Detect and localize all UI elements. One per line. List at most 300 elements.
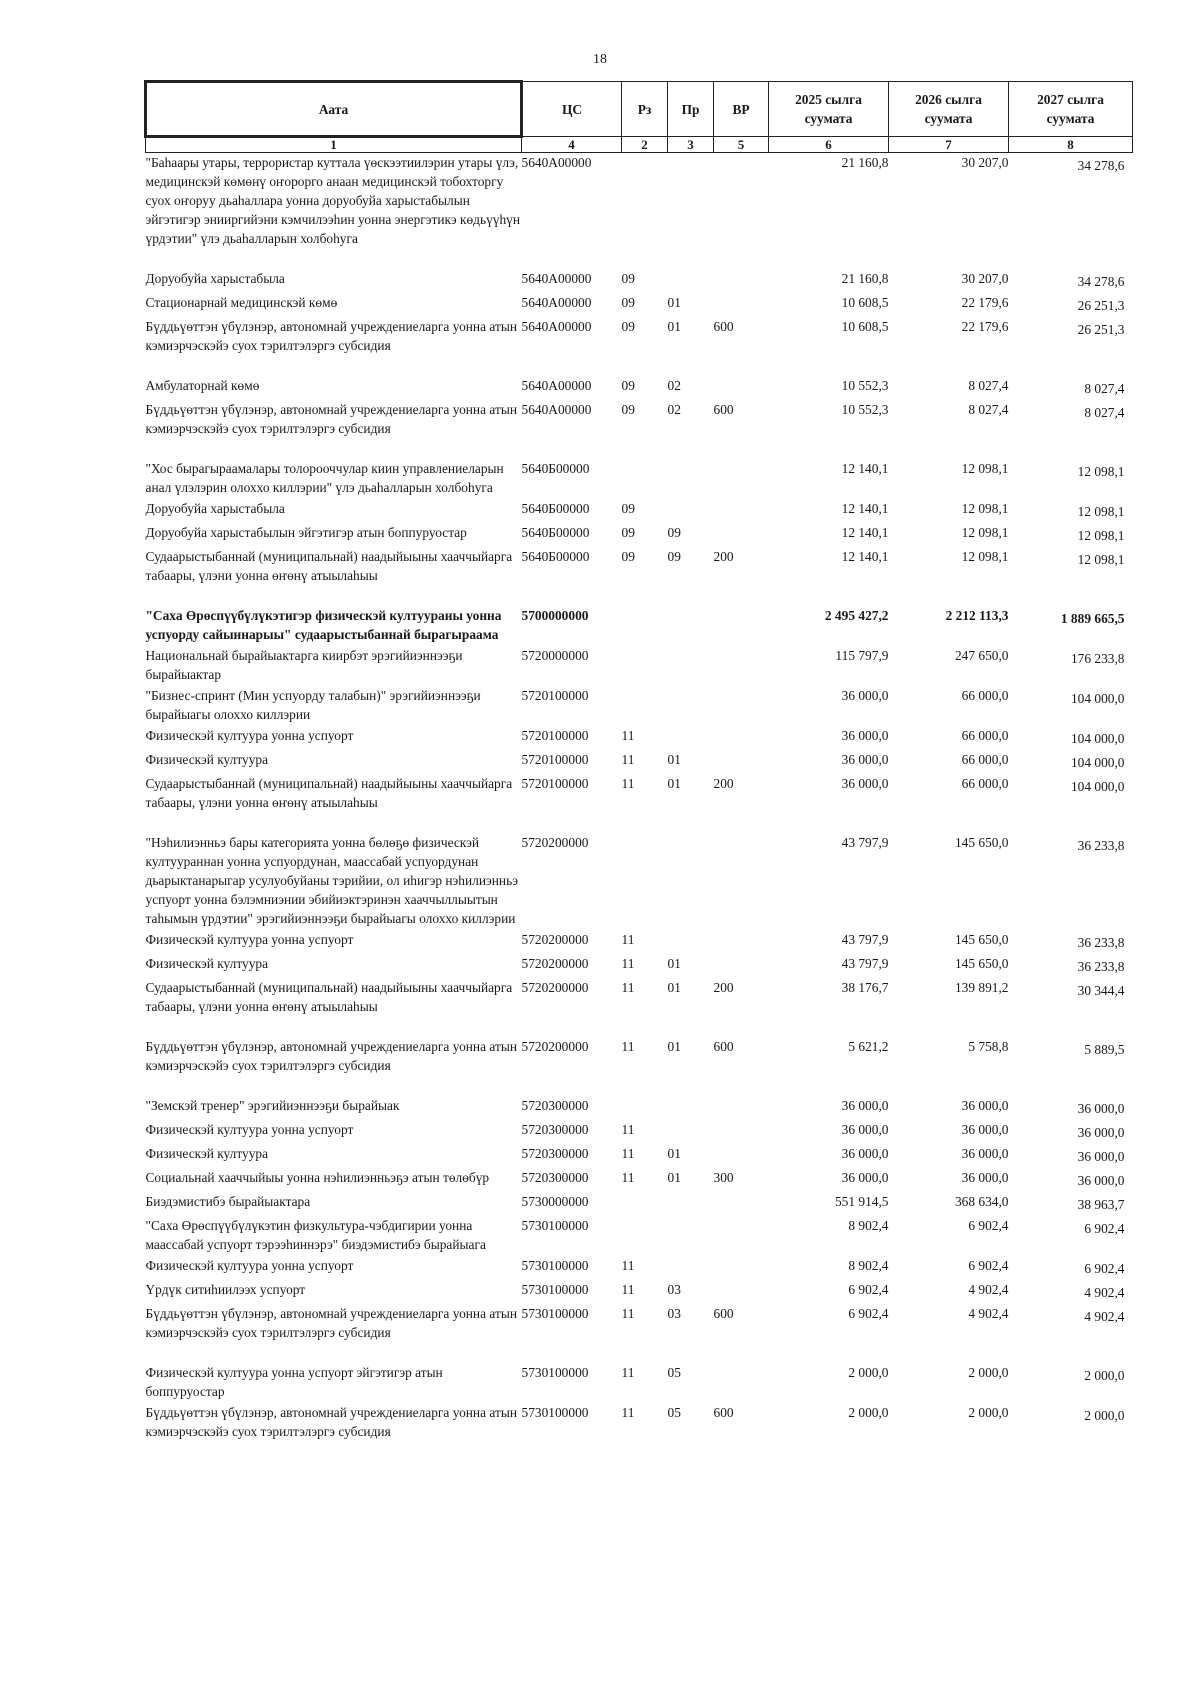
row-2025: 10 608,5 bbox=[841, 295, 889, 310]
row-pr: 05 bbox=[667, 1405, 681, 1420]
row-rz: 11 bbox=[621, 1306, 635, 1321]
row-name: Бүддьүөттэн үбүлэнэр, автономнай учреждениеларга уонна атын кэмиэрчэскэйэ суох тэрилтэлэргэ субсидия bbox=[145, 1039, 517, 1073]
row-pr: 01 bbox=[667, 776, 681, 791]
row-2025: 12 140,1 bbox=[841, 501, 889, 516]
row-2026: 30 207,0 bbox=[961, 271, 1009, 286]
col-number: 6 bbox=[769, 137, 889, 153]
table-row bbox=[146, 376, 1133, 400]
table-body bbox=[146, 153, 1133, 1444]
row-pr bbox=[668, 499, 714, 523]
row-2025: 115 797,9 bbox=[835, 648, 889, 663]
row-code: 5720100000 bbox=[521, 776, 589, 791]
row-name: "Земскэй тренер" эрэгийиэннээҕи бырайыак bbox=[145, 1098, 400, 1113]
row-2025: 2 000,0 bbox=[848, 1405, 889, 1420]
row-2026: 12 098,1 bbox=[961, 549, 1009, 564]
row-vr: 600 bbox=[713, 402, 734, 417]
row-name: Физическэй култуура bbox=[145, 752, 269, 767]
row-2026: 66 000,0 bbox=[961, 776, 1009, 791]
table-row bbox=[146, 499, 1133, 523]
row-2026: 145 650,0 bbox=[954, 932, 1009, 947]
row-rz: 11 bbox=[621, 776, 635, 791]
row-code: 5640А00000 bbox=[521, 402, 592, 417]
row-pr: 05 bbox=[667, 1365, 681, 1380]
row-vr: 200 bbox=[713, 980, 734, 995]
row-2027: 12 098,1 bbox=[1077, 528, 1125, 543]
row-2025: 36 000,0 bbox=[841, 728, 889, 743]
row-rz: 11 bbox=[621, 1170, 635, 1185]
row-2027: 8 027,4 bbox=[1084, 405, 1125, 420]
row-pr bbox=[668, 646, 714, 686]
row-vr: 300 bbox=[713, 1170, 734, 1185]
table-row bbox=[146, 1403, 1133, 1443]
row-2025: 36 000,0 bbox=[841, 1122, 889, 1137]
header-row bbox=[146, 82, 1133, 137]
row-2026: 368 634,0 bbox=[954, 1194, 1009, 1209]
row-code: 5730100000 bbox=[521, 1282, 589, 1297]
row-vr bbox=[714, 293, 769, 317]
row-2026: 5 758,8 bbox=[968, 1039, 1009, 1054]
row-code: 5720300000 bbox=[521, 1170, 589, 1185]
row-2026: 66 000,0 bbox=[961, 728, 1009, 743]
row-2025: 21 160,8 bbox=[841, 271, 889, 286]
row-code: 5720200000 bbox=[521, 1039, 589, 1054]
row-name: "Саха Өрөспүүбүлүкэтигэр физическэй култуураны уонна успуорду сайыннарыы" судаарыстыбаннай бырагыраама bbox=[145, 608, 502, 642]
row-vr bbox=[714, 459, 769, 499]
row-vr bbox=[714, 153, 769, 270]
row-2025: 10 552,3 bbox=[841, 402, 889, 417]
row-code: 5720300000 bbox=[521, 1098, 589, 1113]
header-2027: 2027 сылга суумата bbox=[1009, 82, 1133, 137]
table-row bbox=[146, 1037, 1133, 1096]
table-row bbox=[146, 1256, 1133, 1280]
row-name: Бүддьүөттэн үбүлэнэр, автономнай учреждениеларга уонна атын кэмиэрчэскэйэ суох тэрилтэлэргэ субсидия bbox=[145, 1306, 517, 1340]
row-code: 5730100000 bbox=[521, 1306, 589, 1321]
row-name: Физическэй култуура bbox=[145, 956, 269, 971]
row-pr: 01 bbox=[667, 1170, 681, 1185]
row-rz bbox=[622, 1096, 668, 1120]
row-rz: 09 bbox=[621, 549, 635, 564]
row-2027: 1 889 665,5 bbox=[1060, 611, 1125, 626]
row-rz: 09 bbox=[621, 271, 635, 286]
row-vr bbox=[714, 930, 769, 954]
row-2026: 8 027,4 bbox=[968, 378, 1009, 393]
row-rz: 11 bbox=[621, 1365, 635, 1380]
row-pr bbox=[668, 1096, 714, 1120]
row-2026: 36 000,0 bbox=[961, 1098, 1009, 1113]
row-name: Биэдэмистибэ бырайыактара bbox=[145, 1194, 311, 1209]
row-name: Доруобуйа харыстабыла bbox=[145, 271, 285, 286]
row-2025: 10 608,5 bbox=[841, 319, 889, 334]
col-number: 1 bbox=[146, 137, 522, 153]
row-code: 5720000000 bbox=[521, 648, 589, 663]
row-2025: 12 140,1 bbox=[841, 461, 889, 476]
row-2025: 12 140,1 bbox=[841, 525, 889, 540]
row-2026: 66 000,0 bbox=[961, 688, 1009, 703]
header-rz: Рз bbox=[622, 82, 668, 137]
row-name: Социальнай хааччыйыы уонна нэһилиэнньэҕэ атын төлөбүр bbox=[145, 1170, 490, 1185]
row-2025: 2 495 427,2 bbox=[824, 608, 889, 623]
row-2027: 36 233,8 bbox=[1077, 959, 1125, 974]
row-2026: 66 000,0 bbox=[961, 752, 1009, 767]
row-rz bbox=[622, 459, 668, 499]
row-name: "Саха Өрөспүүбүлүкэтин физкультура-чэбдигирии уонна маассабай успуорт тэрээһиннэрэ" биэдэмистибэ бырайыага bbox=[145, 1218, 486, 1252]
row-rz: 11 bbox=[621, 980, 635, 995]
row-code: 5720100000 bbox=[521, 728, 589, 743]
row-2027: 30 344,4 bbox=[1077, 983, 1125, 998]
row-2027: 104 000,0 bbox=[1070, 755, 1125, 770]
row-2025: 36 000,0 bbox=[841, 1146, 889, 1161]
row-rz: 11 bbox=[621, 1405, 635, 1420]
row-2025: 36 000,0 bbox=[841, 688, 889, 703]
row-2027: 26 251,3 bbox=[1077, 298, 1125, 313]
row-2027: 2 000,0 bbox=[1084, 1368, 1125, 1383]
row-2026: 30 207,0 bbox=[961, 155, 1009, 170]
table-row bbox=[146, 978, 1133, 1037]
row-2027: 4 902,4 bbox=[1084, 1285, 1125, 1300]
row-2026: 145 650,0 bbox=[954, 956, 1009, 971]
table-row bbox=[146, 833, 1133, 930]
row-2026: 36 000,0 bbox=[961, 1122, 1009, 1137]
row-pr bbox=[668, 1192, 714, 1216]
row-2027: 104 000,0 bbox=[1070, 731, 1125, 746]
row-code: 5730000000 bbox=[521, 1194, 589, 1209]
row-vr bbox=[714, 376, 769, 400]
row-name: Доруобуйа харыстабылын эйгэтигэр атын боппуруостар bbox=[145, 525, 467, 540]
row-rz: 11 bbox=[621, 1258, 635, 1273]
row-vr bbox=[714, 523, 769, 547]
col-number: 5 bbox=[714, 137, 769, 153]
row-rz bbox=[622, 833, 668, 930]
col-number: 4 bbox=[522, 137, 622, 153]
table-row bbox=[146, 1096, 1133, 1120]
row-2027: 36 233,8 bbox=[1077, 838, 1125, 853]
row-code: 5640Б00000 bbox=[521, 549, 590, 564]
row-pr: 01 bbox=[667, 980, 681, 995]
row-vr: 200 bbox=[713, 776, 734, 791]
table-row bbox=[146, 954, 1133, 978]
row-vr bbox=[714, 726, 769, 750]
row-2025: 551 914,5 bbox=[834, 1194, 889, 1209]
row-rz: 11 bbox=[621, 728, 635, 743]
row-2027: 12 098,1 bbox=[1077, 464, 1125, 479]
row-name: Физическэй култуура уонна успуорт bbox=[145, 1122, 354, 1137]
table-row bbox=[146, 317, 1133, 376]
budget-table bbox=[144, 80, 1133, 1443]
row-rz: 11 bbox=[621, 1282, 635, 1297]
row-2027: 12 098,1 bbox=[1077, 504, 1125, 519]
row-2025: 8 902,4 bbox=[848, 1218, 889, 1233]
row-code: 5640А00000 bbox=[521, 295, 592, 310]
row-2026: 22 179,6 bbox=[961, 319, 1009, 334]
row-pr: 02 bbox=[667, 402, 681, 417]
row-rz bbox=[622, 646, 668, 686]
table-row bbox=[146, 523, 1133, 547]
row-2026: 247 650,0 bbox=[954, 648, 1009, 663]
row-vr bbox=[714, 1256, 769, 1280]
row-rz: 09 bbox=[621, 501, 635, 516]
row-2027: 36 000,0 bbox=[1077, 1125, 1125, 1140]
row-2025: 43 797,9 bbox=[841, 835, 889, 850]
row-name: Национальнай бырайыактарга киирбэт эрэгийиэннээҕи бырайыактар bbox=[145, 648, 463, 682]
table-row bbox=[146, 547, 1133, 606]
row-vr: 600 bbox=[713, 1039, 734, 1054]
table-row bbox=[146, 1280, 1133, 1304]
row-code: 5730100000 bbox=[521, 1365, 589, 1380]
row-name: Физическэй култуура уонна успуорт bbox=[145, 1258, 354, 1273]
table-row bbox=[146, 459, 1133, 499]
row-2026: 12 098,1 bbox=[961, 501, 1009, 516]
row-name: Бүддьүөттэн үбүлэнэр, автономнай учреждениеларга уонна атын кэмиэрчэскэйэ суох тэрилтэлэргэ субсидия bbox=[145, 402, 517, 436]
row-pr bbox=[668, 459, 714, 499]
row-name: Үрдүк ситиһиилээх успуорт bbox=[145, 1282, 306, 1297]
row-2027: 176 233,8 bbox=[1070, 651, 1125, 666]
row-vr bbox=[714, 606, 769, 646]
row-2025: 6 902,4 bbox=[848, 1282, 889, 1297]
row-code: 5720100000 bbox=[521, 752, 589, 767]
row-vr: 600 bbox=[713, 1306, 734, 1321]
row-2026: 6 902,4 bbox=[968, 1258, 1009, 1273]
row-2027: 36 000,0 bbox=[1077, 1173, 1125, 1188]
row-pr: 01 bbox=[667, 956, 681, 971]
row-2027: 104 000,0 bbox=[1070, 691, 1125, 706]
row-2025: 36 000,0 bbox=[841, 752, 889, 767]
row-code: 5640Б00000 bbox=[521, 501, 590, 516]
row-2027: 26 251,3 bbox=[1077, 322, 1125, 337]
table-row bbox=[146, 1120, 1133, 1144]
row-rz: 09 bbox=[621, 295, 635, 310]
table-row bbox=[146, 750, 1133, 774]
row-2027: 34 278,6 bbox=[1077, 158, 1125, 173]
row-2025: 43 797,9 bbox=[841, 932, 889, 947]
table-row bbox=[146, 1144, 1133, 1168]
row-2026: 139 891,2 bbox=[954, 980, 1009, 995]
row-2026: 4 902,4 bbox=[968, 1306, 1009, 1321]
page-number: 18 bbox=[593, 52, 607, 67]
row-2026: 2 212 113,3 bbox=[945, 608, 1009, 623]
row-rz bbox=[622, 606, 668, 646]
table-row bbox=[146, 1363, 1133, 1403]
row-2027: 6 902,4 bbox=[1084, 1221, 1125, 1236]
row-2025: 38 176,7 bbox=[841, 980, 889, 995]
row-name: Доруобуйа харыстабыла bbox=[145, 501, 285, 516]
table-row bbox=[146, 646, 1133, 686]
row-pr: 09 bbox=[667, 525, 681, 540]
row-2026: 8 027,4 bbox=[968, 402, 1009, 417]
table-row bbox=[146, 1192, 1133, 1216]
row-vr bbox=[714, 1216, 769, 1256]
row-2025: 43 797,9 bbox=[841, 956, 889, 971]
header-code: ЦС bbox=[522, 82, 622, 137]
row-code: 5730100000 bbox=[521, 1258, 589, 1273]
row-2025: 12 140,1 bbox=[841, 549, 889, 564]
row-name: Судаарыстыбаннай (муниципальнай) наадыйыыны хааччыйарга табаары, үлэни уонна өҥөнү атыылаһыы bbox=[145, 776, 513, 810]
row-vr bbox=[714, 750, 769, 774]
row-pr bbox=[668, 606, 714, 646]
row-code: 5720300000 bbox=[521, 1146, 589, 1161]
row-vr bbox=[714, 269, 769, 293]
col-number: 3 bbox=[668, 137, 714, 153]
row-pr: 01 bbox=[667, 1146, 681, 1161]
row-vr bbox=[714, 954, 769, 978]
row-pr bbox=[668, 686, 714, 726]
table-row bbox=[146, 1216, 1133, 1256]
row-code: 5720200000 bbox=[521, 980, 589, 995]
row-2027: 36 000,0 bbox=[1077, 1149, 1125, 1164]
row-pr bbox=[668, 269, 714, 293]
row-code: 5640А00000 bbox=[521, 155, 592, 170]
row-pr: 09 bbox=[667, 549, 681, 564]
table-row bbox=[146, 606, 1133, 646]
header-pr: Пр bbox=[668, 82, 714, 137]
table-row bbox=[146, 774, 1133, 833]
row-rz: 11 bbox=[621, 956, 635, 971]
row-vr bbox=[714, 1096, 769, 1120]
row-name: Стационарнай медицинскэй көмө bbox=[145, 295, 338, 310]
row-2025: 5 621,2 bbox=[848, 1039, 889, 1054]
row-rz bbox=[622, 686, 668, 726]
row-rz: 11 bbox=[621, 932, 635, 947]
column-number-row bbox=[146, 137, 1133, 153]
row-code: 5640А00000 bbox=[521, 378, 592, 393]
row-name: Физическэй култуура bbox=[145, 1146, 269, 1161]
table-row bbox=[146, 293, 1133, 317]
row-vr bbox=[714, 1120, 769, 1144]
row-name: Судаарыстыбаннай (муниципальнай) наадыйыыны хааччыйарга табаары, үлэни уонна өҥөнү атыылаһыы bbox=[145, 980, 513, 1014]
table-row bbox=[146, 930, 1133, 954]
row-pr: 03 bbox=[667, 1306, 681, 1321]
row-2027: 104 000,0 bbox=[1070, 779, 1125, 794]
row-name: "Нэһилиэнньэ бары категорията уонна бөлөҕө физическэй култуураннан уонна успуордунан, маассабай успуордунан дьарыктанарыгар усулуобуйаны тэрийии, ол иһигэр нэһилиэнньэ успуорт уонна бэлэмниэнии эбийиэктэринэн хааччыллыытын таһымын үрдэтии" эрэгийиэннээҕи бырайыагы олоххо киллэрии bbox=[145, 835, 518, 926]
row-2027: 36 000,0 bbox=[1077, 1101, 1125, 1116]
row-2027: 34 278,6 bbox=[1077, 274, 1125, 289]
row-code: 5730100000 bbox=[521, 1405, 589, 1420]
header-vr: ВР bbox=[714, 82, 769, 137]
row-code: 5700000000 bbox=[521, 608, 589, 623]
row-name: Бүддьүөттэн үбүлэнэр, автономнай учреждениеларга уонна атын кэмиэрчэскэйэ суох тэрилтэлэргэ субсидия bbox=[145, 1405, 517, 1439]
row-name: Амбулаторнай көмө bbox=[145, 378, 260, 393]
row-2025: 36 000,0 bbox=[841, 1170, 889, 1185]
row-name: "Баһаары утары, террористар куттала үөскээтиилэрин утары үлэ, медицинскэй көмөнү оҥорорго анаан медицинскэй тобохторгу суох оҥоруу дьаһаллара уонна доруобуйа харыстабылын эйгэтигэр энииргийэни кэмчилээһин уонна энергэтикэ көдьүүһүн үрдэтии" үлэ дьаһалларын холбоһуга bbox=[145, 155, 521, 246]
row-pr: 02 bbox=[667, 378, 681, 393]
row-pr bbox=[668, 833, 714, 930]
row-2027: 6 902,4 bbox=[1084, 1261, 1125, 1276]
row-pr: 01 bbox=[667, 295, 681, 310]
row-pr bbox=[668, 930, 714, 954]
row-2026: 12 098,1 bbox=[961, 461, 1009, 476]
row-name: Физическэй култуура уонна успуорт эйгэтигэр атын боппуруостар bbox=[145, 1365, 443, 1399]
row-2025: 2 000,0 bbox=[848, 1365, 889, 1380]
header-name: Аата bbox=[146, 82, 522, 137]
table-row bbox=[146, 1304, 1133, 1363]
row-2026: 4 902,4 bbox=[968, 1282, 1009, 1297]
table-row bbox=[146, 400, 1133, 459]
row-2027: 8 027,4 bbox=[1084, 381, 1125, 396]
row-2026: 145 650,0 bbox=[954, 835, 1009, 850]
row-rz: 11 bbox=[621, 1122, 635, 1137]
row-rz: 09 bbox=[621, 525, 635, 540]
row-pr bbox=[668, 1216, 714, 1256]
col-number: 2 bbox=[622, 137, 668, 153]
row-name: Бүддьүөттэн үбүлэнэр, автономнай учреждениеларга уонна атын кэмиэрчэскэйэ суох тэрилтэлэргэ субсидия bbox=[145, 319, 517, 353]
row-2026: 2 000,0 bbox=[968, 1365, 1009, 1380]
table-row bbox=[146, 269, 1133, 293]
row-rz: 11 bbox=[621, 752, 635, 767]
row-rz: 11 bbox=[621, 1146, 635, 1161]
row-pr: 01 bbox=[667, 752, 681, 767]
row-2025: 21 160,8 bbox=[841, 155, 889, 170]
row-2026: 6 902,4 bbox=[968, 1218, 1009, 1233]
row-2027: 36 233,8 bbox=[1077, 935, 1125, 950]
row-code: 5720200000 bbox=[521, 932, 589, 947]
row-vr bbox=[714, 1144, 769, 1168]
row-2026: 22 179,6 bbox=[961, 295, 1009, 310]
table-row bbox=[146, 153, 1133, 270]
row-vr bbox=[714, 1363, 769, 1403]
table-row bbox=[146, 726, 1133, 750]
row-vr: 600 bbox=[713, 319, 734, 334]
row-vr bbox=[714, 1192, 769, 1216]
row-2026: 36 000,0 bbox=[961, 1170, 1009, 1185]
header-2025: 2025 сылга суумата bbox=[769, 82, 889, 137]
col-number: 7 bbox=[889, 137, 1009, 153]
row-rz: 09 bbox=[621, 378, 635, 393]
row-code: 5640Б00000 bbox=[521, 525, 590, 540]
row-rz bbox=[622, 1216, 668, 1256]
row-code: 5720200000 bbox=[521, 956, 589, 971]
row-name: "Хос бырагыраамалары толорооччулар киин управлениеларын анал үлэлэрин олоххо киллэрии" үлэ дьаһалларын холбоһуга bbox=[145, 461, 504, 495]
row-2027: 2 000,0 bbox=[1084, 1408, 1125, 1423]
row-name: "Бизнес-спринт (Мин успуорду талабын)" эрэгийиэннээҕи бырайыагы олоххо киллэрии bbox=[145, 688, 481, 722]
row-name: Физическэй култуура уонна успуорт bbox=[145, 932, 354, 947]
row-vr bbox=[714, 833, 769, 930]
row-pr: 03 bbox=[667, 1282, 681, 1297]
row-rz: 11 bbox=[621, 1039, 635, 1054]
row-2027: 5 889,5 bbox=[1084, 1042, 1125, 1057]
row-rz: 09 bbox=[621, 319, 635, 334]
row-2026: 2 000,0 bbox=[968, 1405, 1009, 1420]
row-pr bbox=[668, 1256, 714, 1280]
row-pr: 01 bbox=[667, 319, 681, 334]
row-pr: 01 bbox=[667, 1039, 681, 1054]
row-code: 5720200000 bbox=[521, 835, 589, 850]
row-vr: 600 bbox=[713, 1405, 734, 1420]
row-vr bbox=[714, 686, 769, 726]
col-number: 8 bbox=[1009, 137, 1133, 153]
row-2025: 36 000,0 bbox=[841, 776, 889, 791]
row-2025: 10 552,3 bbox=[841, 378, 889, 393]
table-row bbox=[146, 1168, 1133, 1192]
row-code: 5720300000 bbox=[521, 1122, 589, 1137]
row-pr bbox=[668, 1120, 714, 1144]
row-rz bbox=[622, 153, 668, 270]
row-pr bbox=[668, 726, 714, 750]
row-code: 5720100000 bbox=[521, 688, 589, 703]
row-2027: 12 098,1 bbox=[1077, 552, 1125, 567]
row-code: 5640А00000 bbox=[521, 271, 592, 286]
row-vr: 200 bbox=[713, 549, 734, 564]
row-vr bbox=[714, 499, 769, 523]
row-name: Судаарыстыбаннай (муниципальнай) наадыйыыны хааччыйарга табаары, үлэни уонна өҥөнү атыылаһыы bbox=[145, 549, 513, 583]
row-2026: 36 000,0 bbox=[961, 1146, 1009, 1161]
table-row bbox=[146, 686, 1133, 726]
row-2027: 4 902,4 bbox=[1084, 1309, 1125, 1324]
row-code: 5730100000 bbox=[521, 1218, 589, 1233]
row-pr bbox=[668, 153, 714, 270]
row-name: Физическэй култуура уонна успуорт bbox=[145, 728, 354, 743]
row-code: 5640А00000 bbox=[521, 319, 592, 334]
row-2025: 8 902,4 bbox=[848, 1258, 889, 1273]
row-rz: 09 bbox=[621, 402, 635, 417]
